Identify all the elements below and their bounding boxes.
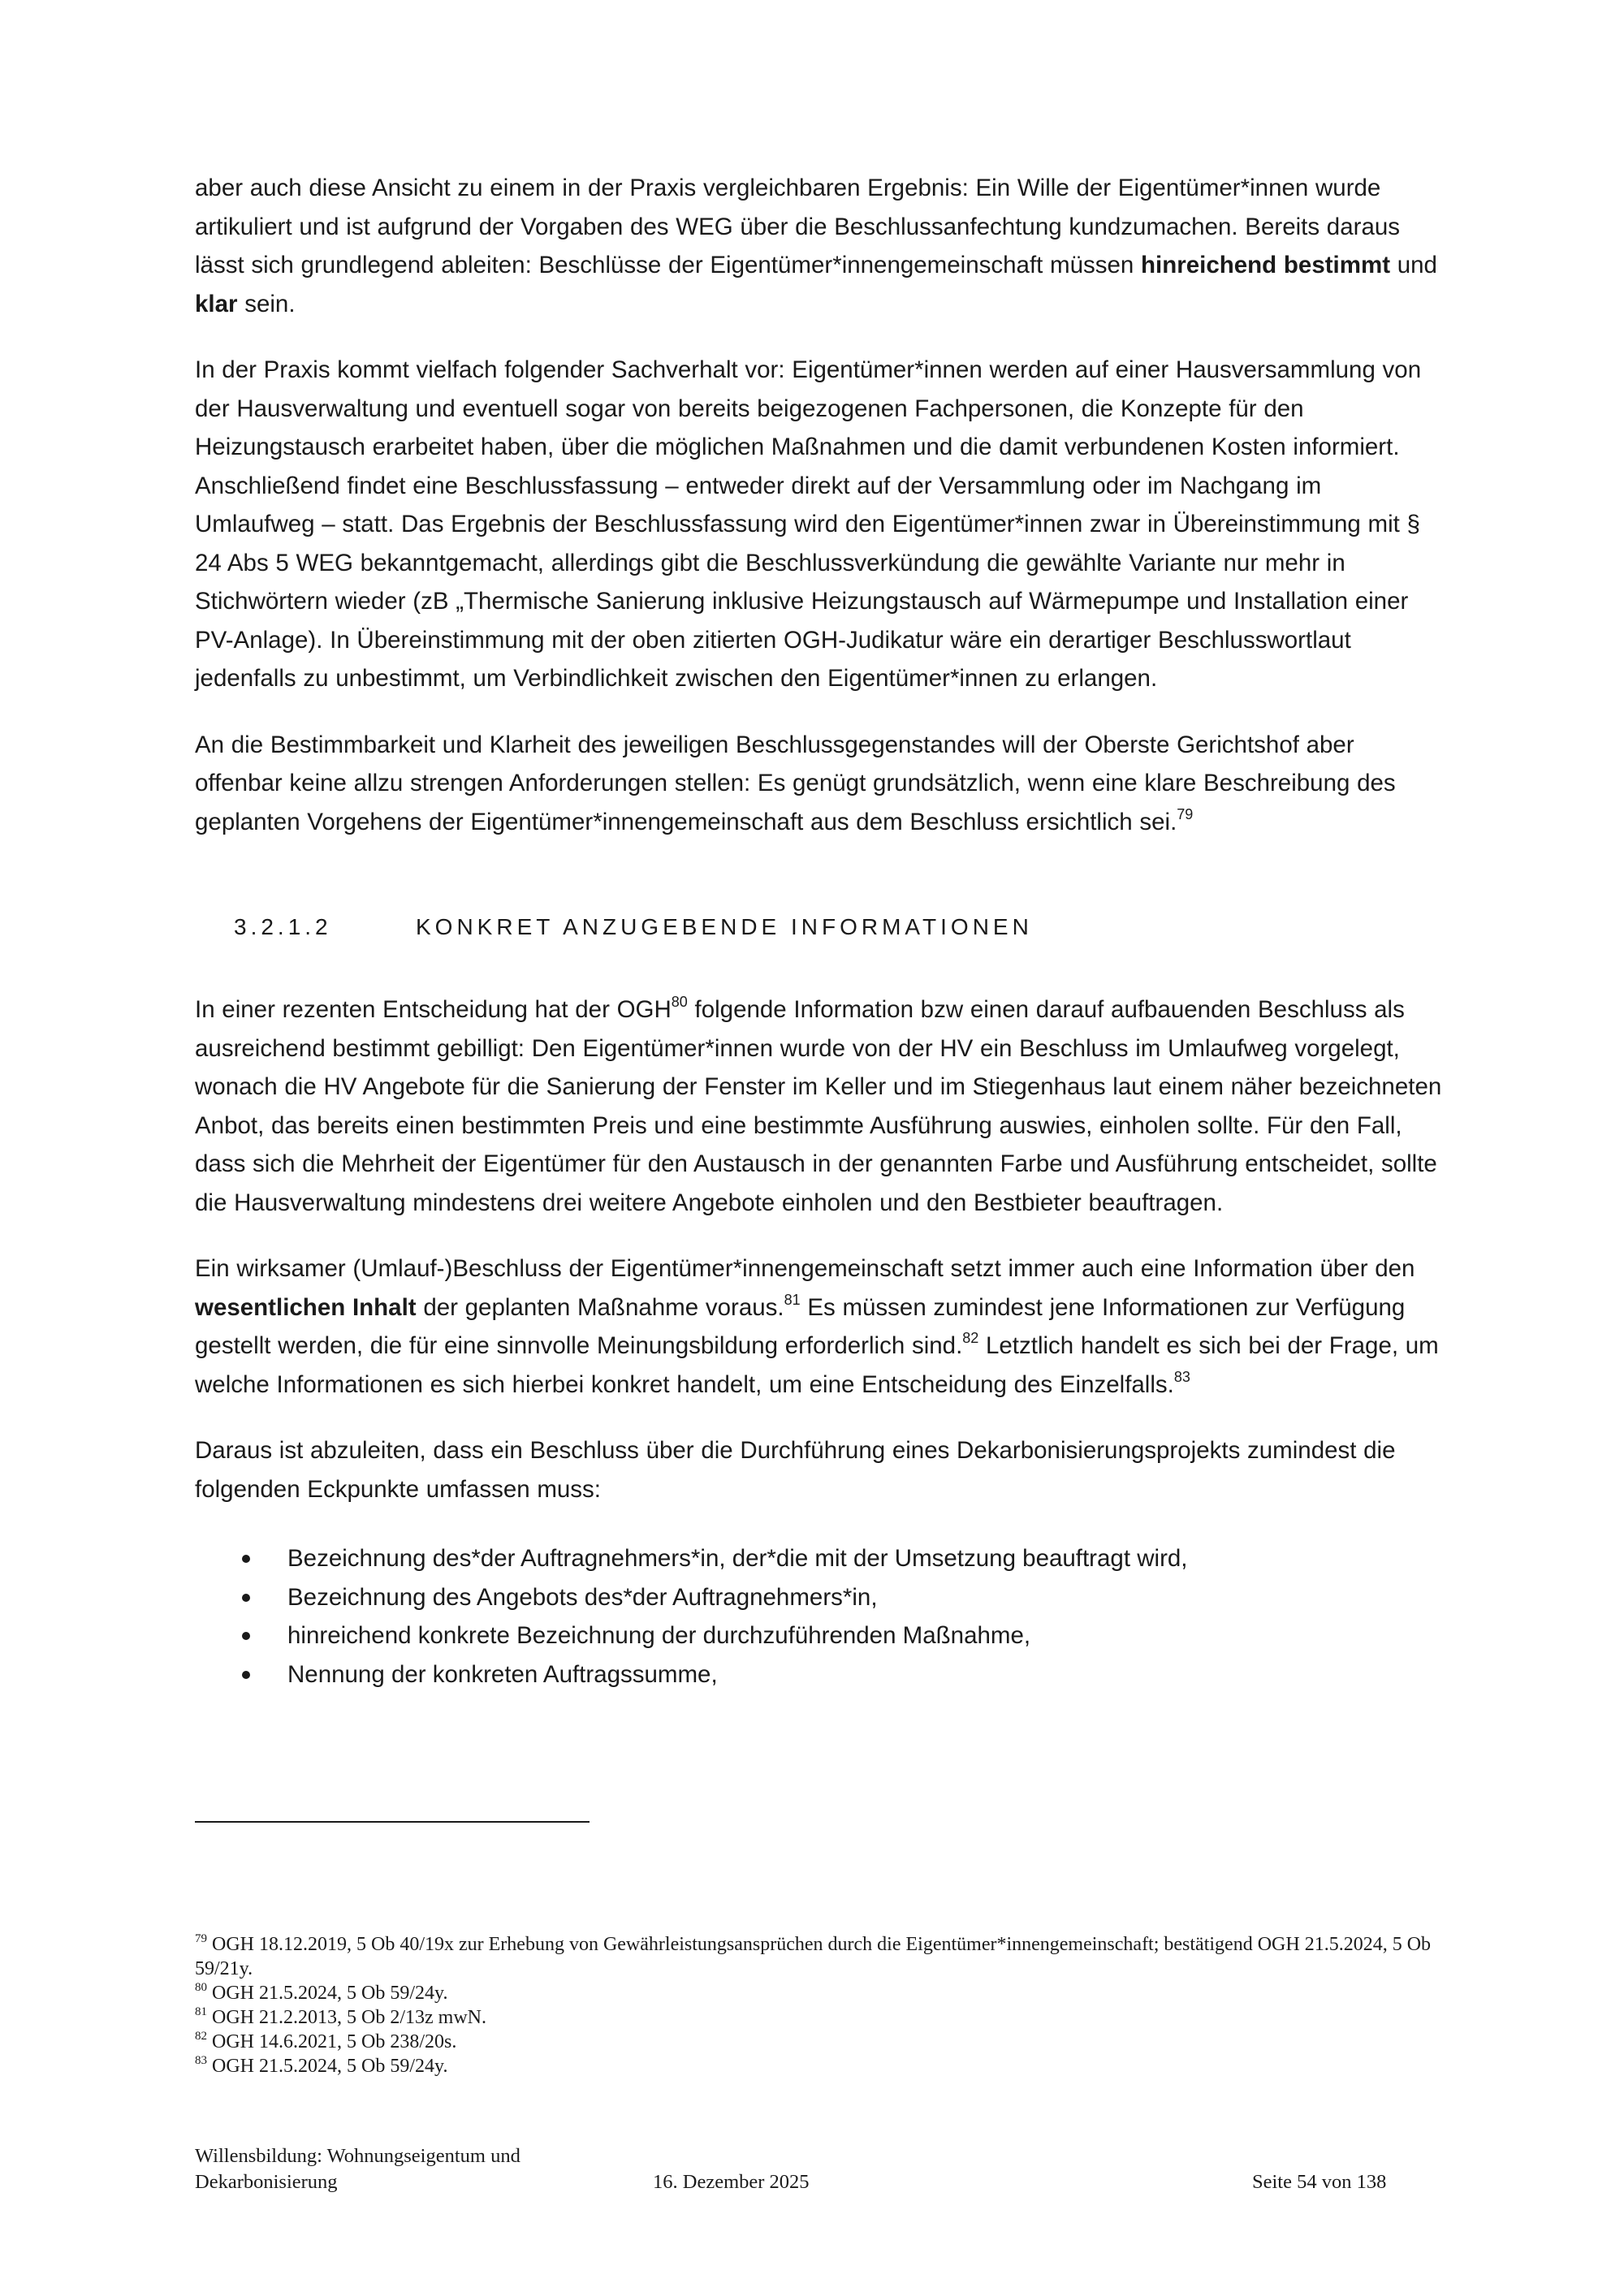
paragraph-1	[195, 169, 1445, 323]
footnote-ref[interactable]: 79	[1177, 805, 1194, 822]
paragraph-6: Daraus ist abzuleiten, dass ein Beschluss über die Durchführung eines Dekarbonisierungsprojekts zumindest die folgenden Eckpunkte umfassen muss:	[195, 1437, 1396, 1503]
bullet-list	[195, 1539, 1445, 1694]
paragraph-3	[195, 726, 1445, 842]
paragraph-text: folgende Information bzw einen darauf aufbauenden Beschluss als ausreichend bestimmt gebilligt: Den Eigentümer*innen wurde von der HV ein Beschluss im Umlaufweg vorgelegt, wonach die HV Angebote für die Sanierung der Fenster im Keller und im Stiegenhaus laut einem näher bezeichneten Anbot, das bereits einen bestimmten Preis und eine bestimmte Ausführung auswies, einholen sollte. Für den Fall, dass sich die Mehrheit der Eigentümer für den Austausch in der genannten Farbe und Ausführung entscheidet, sollte die Hausverwaltung mindestens drei weitere Angebote einholen und den Bestbieter beauftragen.	[195, 996, 1442, 1216]
paragraph-text: sein.	[237, 290, 296, 317]
section-title: KONKRET ANZUGEBENDE INFORMATIONEN	[416, 914, 1033, 939]
paragraph-text: der geplanten Maßnahme voraus.	[416, 1293, 784, 1321]
footnote-number: 83	[195, 2054, 207, 2067]
footnote-text: OGH 21.5.2024, 5 Ob 59/24y.	[207, 2056, 448, 2077]
list-item	[195, 1655, 1445, 1694]
footnote-text: OGH 21.5.2024, 5 Ob 59/24y.	[207, 1983, 448, 2004]
footnote	[195, 1932, 1462, 1981]
footnotes	[195, 1932, 1462, 2078]
list-item-text: hinreichend konkrete Bezeichnung der durchzuführenden Maßnahme,	[287, 1622, 1031, 1649]
list-item	[195, 1616, 1445, 1655]
list-item	[195, 1578, 1445, 1617]
bullet-icon	[242, 1671, 250, 1679]
list-item-text: Nennung der konkreten Auftragssumme,	[287, 1660, 718, 1688]
bullet-icon	[242, 1555, 250, 1563]
paragraph-text: Es müssen zumindest jene Informationen zur Verfügung gestellt werden, die für eine sinnvolle Meinungsbildung erforderlich sind.	[195, 1293, 1406, 1359]
bullet-icon	[242, 1594, 250, 1602]
footnote-text: OGH 14.6.2021, 5 Ob 238/20s.	[207, 2031, 457, 2052]
paragraph-text: An die Bestimmbarkeit und Klarheit des jeweiligen Beschlussgegenstandes will der Oberste Gerichtshof aber offenbar keine allzu strengen Anforderungen stellen: Es genügt grundsätzlich, wenn eine klare Beschreibung des geplanten Vorgehens der Eigentümer*innengemeinschaft aus dem Beschluss ersichtlich sei.	[195, 731, 1396, 835]
footer-document-title: Willensbildung: Wohnungseigentum und Dekarbonisierung	[195, 2145, 520, 2193]
footnote	[195, 2005, 1462, 2030]
list-item-text: Bezeichnung des Angebots des*der Auftragnehmers*in,	[287, 1583, 878, 1611]
footnote	[195, 1981, 1462, 2005]
footnote-text: OGH 21.2.2013, 5 Ob 2/13z mwN.	[207, 2007, 486, 2028]
bullet-icon	[242, 1632, 250, 1640]
footnote	[195, 2054, 1462, 2078]
paragraph-text: und	[1390, 252, 1437, 278]
footnote	[195, 2030, 1462, 2054]
paragraph-2: In der Praxis kommt vielfach folgender Sachverhalt vor: Eigentümer*innen werden auf einer Hausversammlung von der Hausverwaltung und eventuell sogar von bereits beigezogenen Fachpersonen, die Konzepte für den Heizungstausch erarbeitet haben, über die möglichen Maßnahmen und die damit verbundenen Kosten informiert. Anschließend findet eine Beschlussfassung – entweder direkt auf der Versammlung oder im Nachgang im Umlaufweg – statt. Das Ergebnis der Beschlussfassung wird den Eigentümer*innen zwar in Übereinstimmung mit § 24 Abs 5 WEG bekanntgemacht, allerdings gibt die Beschlussverkündung die gewählte Variante nur mehr in Stichwörtern wieder (zB „Thermische Sanierung inklusive Heizungstausch auf Wärmepumpe und Installation einer PV-Anlage). In Übereinstimmung mit der oben zitierten OGH-Judikatur wäre ein derartiger Beschlusswortlaut jedenfalls zu unbestimmt, um Verbindlichkeit zwischen den Eigentümer*innen zu erlangen.	[195, 356, 1422, 692]
section-heading	[234, 911, 1445, 943]
main-content	[195, 169, 1445, 1694]
paragraph-text: aber auch diese Ansicht zu einem in der Praxis vergleichbaren Ergebnis: Ein Wille der Eigentümer*innen wurde artikuliert und ist aufgrund der Vorgaben des WEG über die Beschlussanfechtung kundzumachen. Bereits daraus lässt sich grundlegend ableiten: Beschlüsse der Eigentümer*innengemeinschaft müssen	[195, 175, 1401, 278]
footnote-separator	[195, 1821, 590, 1823]
paragraph-text: Ein wirksamer (Umlauf-)Beschluss der Eigentümer*innengemeinschaft setzt immer auch eine Information über den	[195, 1255, 1415, 1282]
footnote-ref[interactable]: 80	[671, 994, 688, 1011]
footer-page-number: Seite 54 von 138	[1252, 2171, 1387, 2193]
footnote-number: 80	[195, 1981, 207, 1994]
paragraph-5	[195, 1249, 1445, 1404]
footnote-ref[interactable]: 81	[784, 1291, 801, 1308]
footnote-ref[interactable]: 83	[1173, 1368, 1190, 1385]
footnote-ref[interactable]: 82	[962, 1330, 979, 1347]
section-number: 3.2.1.2	[234, 914, 332, 939]
footer-date: 16. Dezember 2025	[653, 2171, 810, 2193]
footnote-text: OGH 18.12.2019, 5 Ob 40/19x zur Erhebung von Gewährleistungsansprüchen durch die Eigentümer*innengemeinschaft; bestätigend OGH 21.5.2024, 5 Ob 59/21y.	[195, 1934, 1432, 1979]
footnote-number: 81	[195, 2005, 207, 2018]
paragraph-text: In einer rezenten Entscheidung hat der OGH	[195, 996, 672, 1023]
footnote-number: 79	[195, 1932, 207, 1945]
emphasis-text: wesentlichen Inhalt	[195, 1293, 417, 1321]
footnote-number: 82	[195, 2030, 207, 2043]
list-item-text: Bezeichnung des*der Auftragnehmers*in, der*die mit der Umsetzung beauftragt wird,	[287, 1545, 1188, 1572]
emphasis-text: klar	[195, 290, 238, 317]
emphasis-text: hinreichend bestimmt	[1141, 252, 1391, 278]
list-item	[195, 1539, 1445, 1578]
paragraph-text: Letztlich handelt es sich bei der Frage, um welche Informationen es sich hierbei konkret handelt, um eine Entscheidung des Einzelfalls.	[195, 1332, 1439, 1398]
paragraph-4	[195, 990, 1445, 1222]
